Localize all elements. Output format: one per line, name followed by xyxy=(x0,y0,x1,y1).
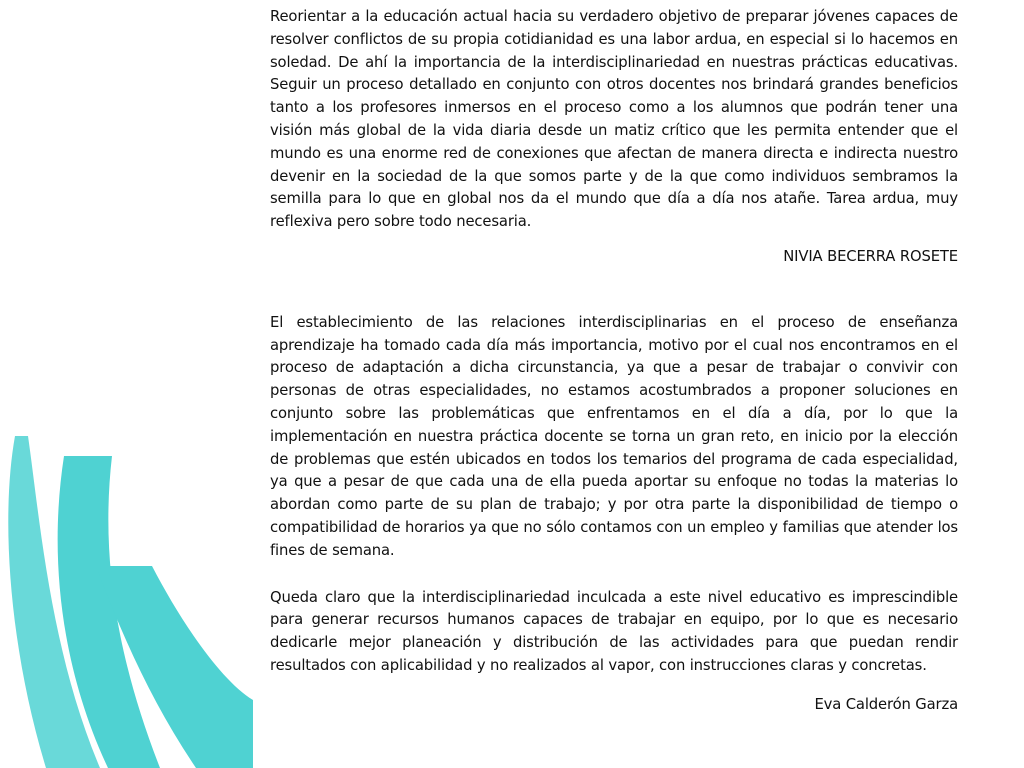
teal-arc-stripe-middle xyxy=(58,456,160,768)
teal-arc-stripe-inner xyxy=(96,566,253,768)
paragraph-2: El establecimiento de las relaciones interdisciplinarias en el proceso de enseñanza aprendizaje ha tomado cada día más importancia, motivo por el cual nos encontramos en el proceso de adaptación a dicha circunstancia, ya que a pesar de trabajar o convivir con personas de otras especialidades, no estamos acostumbrados a proponer soluciones en conjunto sobre las problemáticas que enfrentamos en el día a día, por lo que la implementación en nuestra práctica docente se torna un gran reto, en inicio por la elección de problemas que estén ubicados en todos los temarios del programa de cada especialidad, ya que a pesar de que cada una de ella pueda aportar su enfoque no todas la materias lo abordan como parte de su plan de trabajo; y por otra parte la disponibilidad de tiempo o compatibilidad de horarios ya que no sólo contamos con un empleo y familias que atender los fines de semana. xyxy=(270,313,958,559)
teal-arc-stripe-outer xyxy=(8,436,100,768)
signature-nivia-becerra-rosete: NIVIA BECERRA ROSETE xyxy=(783,247,958,265)
document-body xyxy=(270,6,958,717)
paragraph-1: Reorientar a la educación actual hacia su verdadero objetivo de preparar jóvenes capaces de resolver conflictos de su propia cotidianidad es una labor ardua, en especial si lo hacemos en soledad. De ahí la importancia de la interdisciplinariedad en nuestras prácticas educativas. Seguir un proceso detallado en conjunto con otros docentes nos brindará grandes beneficios tanto a los profesores inmersos en el proceso como a los alumnos que podrán tener una visión más global de la vida diaria desde un matiz crítico que les permita entender que el mundo es una enorme red de conexiones que afectan de manera directa e indirecta nuestro devenir en la sociedad de la que somos parte y de la que como individuos sembramos la semilla para lo que en global nos da el mundo que día a día nos atañe. Tarea ardua, muy reflexiva pero sobre todo necesaria. xyxy=(270,8,958,231)
signature-eva-calderon-garza: Eva Calderón Garza xyxy=(814,695,958,713)
paragraph-3: Queda claro que la interdisciplinariedad inculcada a este nivel educativo es imprescindible para generar recursos humanos capaces de trabajar en equipo, por lo que es necesario dedicarle mejor planeación y distribución de las actividades para que puedan rendir resultados con aplicabilidad y no realizados al vapor, con instrucciones claras y concretas. xyxy=(270,588,958,674)
